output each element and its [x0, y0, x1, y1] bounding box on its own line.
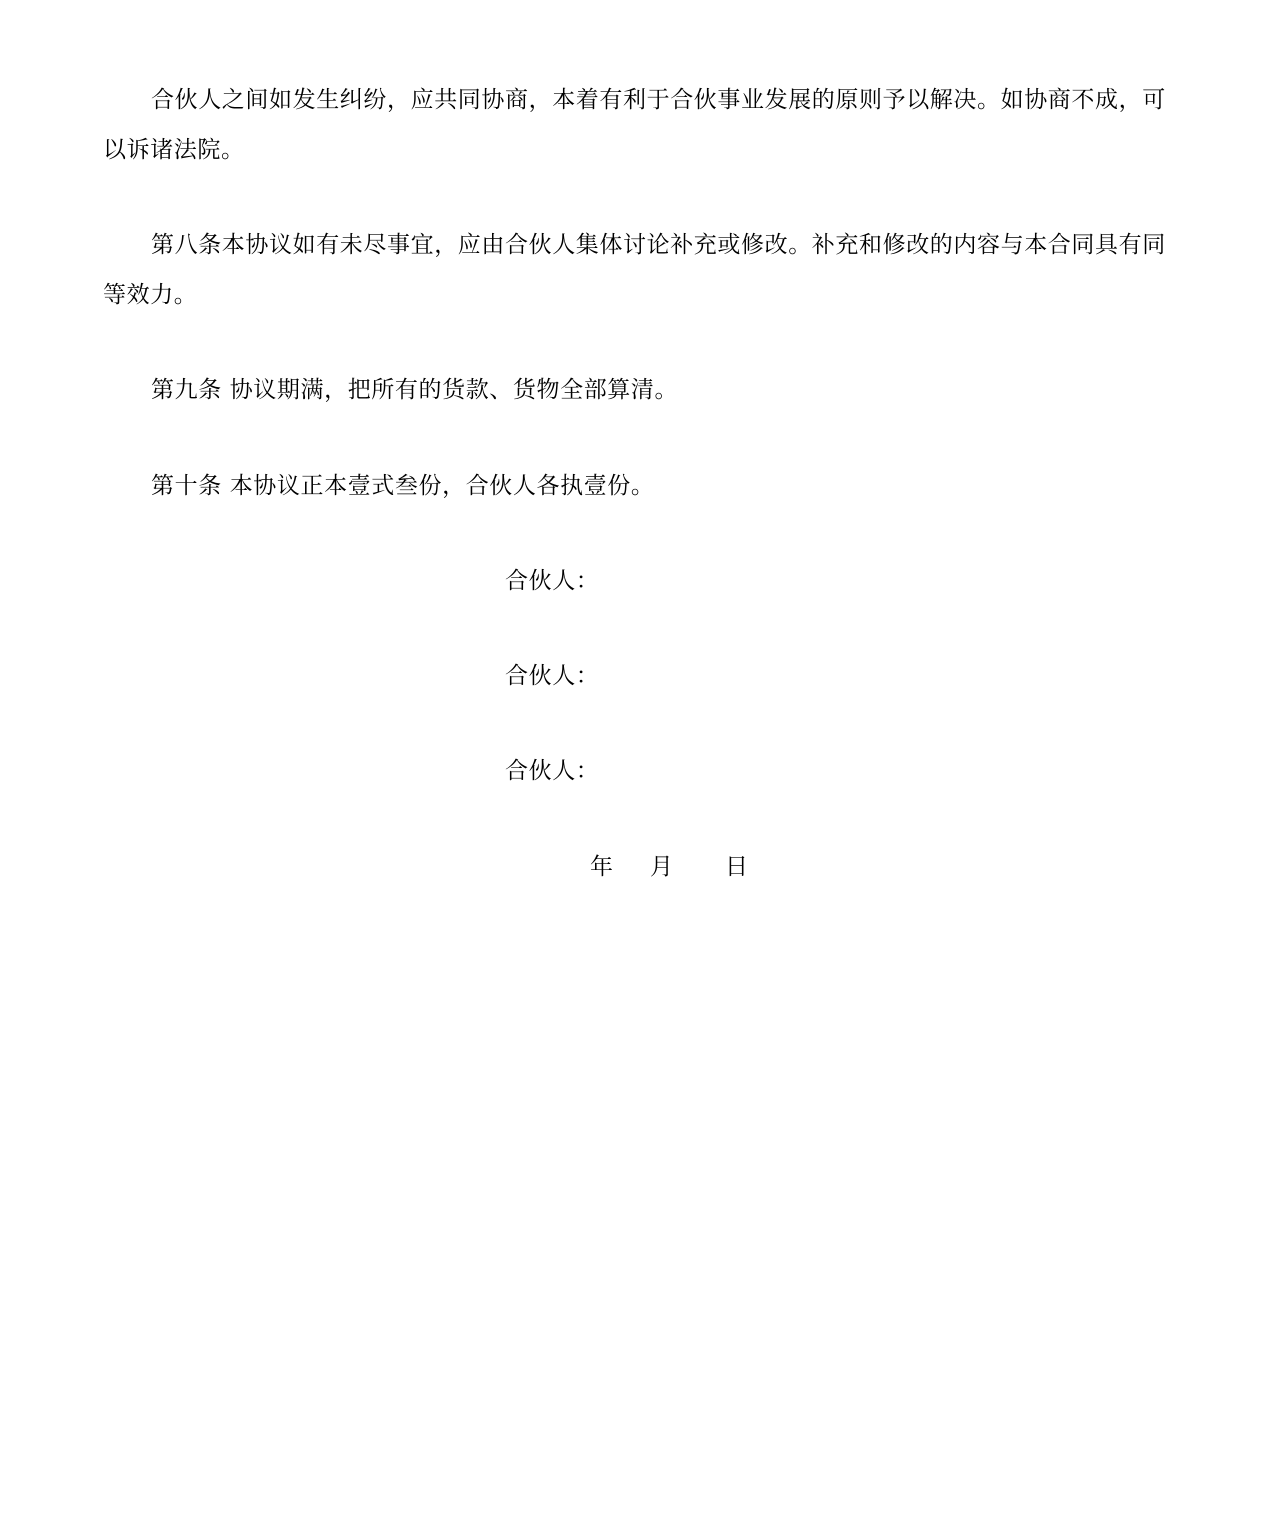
- paragraph-dispute-resolution: 合伙人之间如发生纠纷，应共同协商，本着有利于合伙事业发展的原则予以解决。如协商不成，可以诉诸法院。: [103, 87, 1166, 163]
- signature-partner-3: 合伙人：: [505, 758, 600, 784]
- paragraph-article-9: 第九条 协议期满，把所有的货款、货物全部算清。: [151, 377, 679, 403]
- date-day-label: 日: [725, 854, 748, 880]
- paragraph-article-8: 第八条本协议如有未尽事宜，应由合伙人集体讨论补充或修改。补充和修改的内容与本合同具有同等效力。: [103, 232, 1166, 308]
- signature-partner-1: 合伙人：: [505, 568, 600, 594]
- signature-partner-2: 合伙人：: [505, 663, 600, 689]
- date-month-label: 月: [650, 854, 673, 880]
- paragraph-article-10: 第十条 本协议正本壹式叁份，合伙人各执壹份。: [151, 473, 655, 499]
- date-year-label: 年: [590, 854, 613, 880]
